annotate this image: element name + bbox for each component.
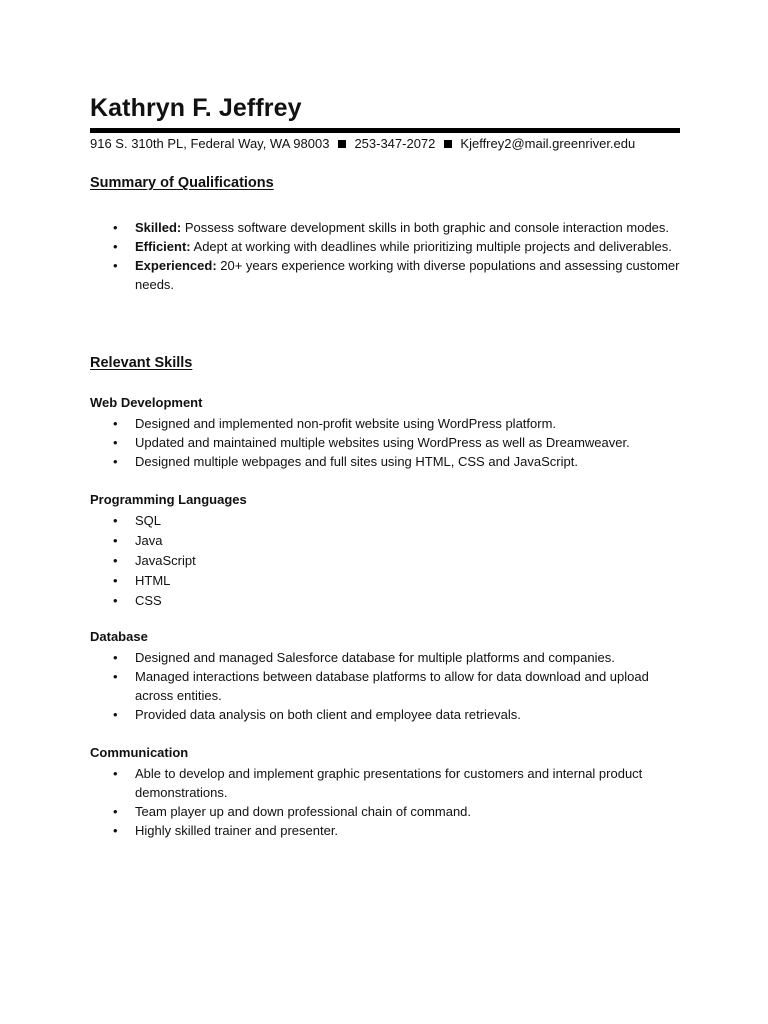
square-separator-icon xyxy=(338,140,346,148)
phone: 253-347-2072 xyxy=(354,136,436,151)
database-heading: Database xyxy=(90,629,148,644)
bullet-icon: • xyxy=(113,220,118,235)
list-item: • Experienced: 20+ years experience working with diverse populations and assessing customer needs. xyxy=(113,258,680,292)
bullet-icon: • xyxy=(113,454,118,469)
list-item: • Efficient: Adept at working with deadlines while prioritizing multiple projects and deliverables. xyxy=(113,239,672,254)
bullet-icon: • xyxy=(113,669,118,684)
email: Kjeffrey2@mail.greenriver.edu xyxy=(460,136,636,151)
bullet-icon: • xyxy=(113,766,118,781)
list-item: • Managed interactions between database platforms to allow for data download and upload across entities. xyxy=(113,669,649,703)
list-item: • Updated and maintained multiple websites using WordPress as well as Dreamweaver. xyxy=(113,435,630,450)
header-rule xyxy=(90,128,680,133)
square-separator-icon xyxy=(444,140,452,148)
bullet-icon: • xyxy=(113,593,118,608)
bullet-icon: • xyxy=(113,258,118,273)
list-item: • Designed multiple webpages and full sites using HTML, CSS and JavaScript. xyxy=(113,454,578,469)
bullet-icon: • xyxy=(113,416,118,431)
bullet-icon: • xyxy=(113,823,118,838)
programming-languages-list xyxy=(90,511,680,611)
list-item: • Provided data analysis on both client and employee data retrievals. xyxy=(113,707,521,722)
communication-list xyxy=(90,764,680,840)
web-development-heading: Web Development xyxy=(90,395,203,410)
bullet-icon: • xyxy=(113,553,118,568)
database-list xyxy=(90,648,680,724)
communication-heading: Communication xyxy=(90,745,189,760)
list-item: • Designed and implemented non-profit website using WordPress platform. xyxy=(113,416,557,431)
bullet-icon: • xyxy=(113,650,118,665)
bullet-icon: • xyxy=(113,435,118,450)
contact-line xyxy=(90,136,635,152)
list-item: • CSS xyxy=(90,591,680,611)
list-item: • Java xyxy=(90,531,680,551)
bullet-icon: • xyxy=(113,533,118,548)
bullet-icon: • xyxy=(113,513,118,528)
list-item: • Highly skilled trainer and presenter. xyxy=(113,823,339,838)
summary-heading: Summary of Qualifications xyxy=(90,175,274,191)
bullet-icon: • xyxy=(113,707,118,722)
list-item: • Able to develop and implement graphic presentations for customers and internal product demonstrations. xyxy=(113,766,643,800)
address: 916 S. 310th PL, Federal Way, WA 98003 xyxy=(90,136,330,151)
web-development-list xyxy=(90,414,680,471)
summary-list xyxy=(90,218,680,294)
bullet-icon: • xyxy=(113,573,118,588)
list-item: • HTML xyxy=(90,571,680,591)
programming-languages-heading: Programming Languages xyxy=(90,492,247,507)
list-item: • SQL xyxy=(90,511,680,531)
list-item: • Designed and managed Salesforce database for multiple platforms and companies. xyxy=(113,650,615,665)
skills-heading: Relevant Skills xyxy=(90,355,193,371)
bullet-icon: • xyxy=(113,239,118,254)
list-item: • Skilled: Possess software development skills in both graphic and console interaction modes. xyxy=(113,220,670,235)
candidate-name: Kathryn F. Jeffrey xyxy=(90,94,302,122)
bullet-icon: • xyxy=(113,804,118,819)
list-item: • JavaScript xyxy=(90,551,680,571)
list-item: • Team player up and down professional chain of command. xyxy=(113,804,472,819)
